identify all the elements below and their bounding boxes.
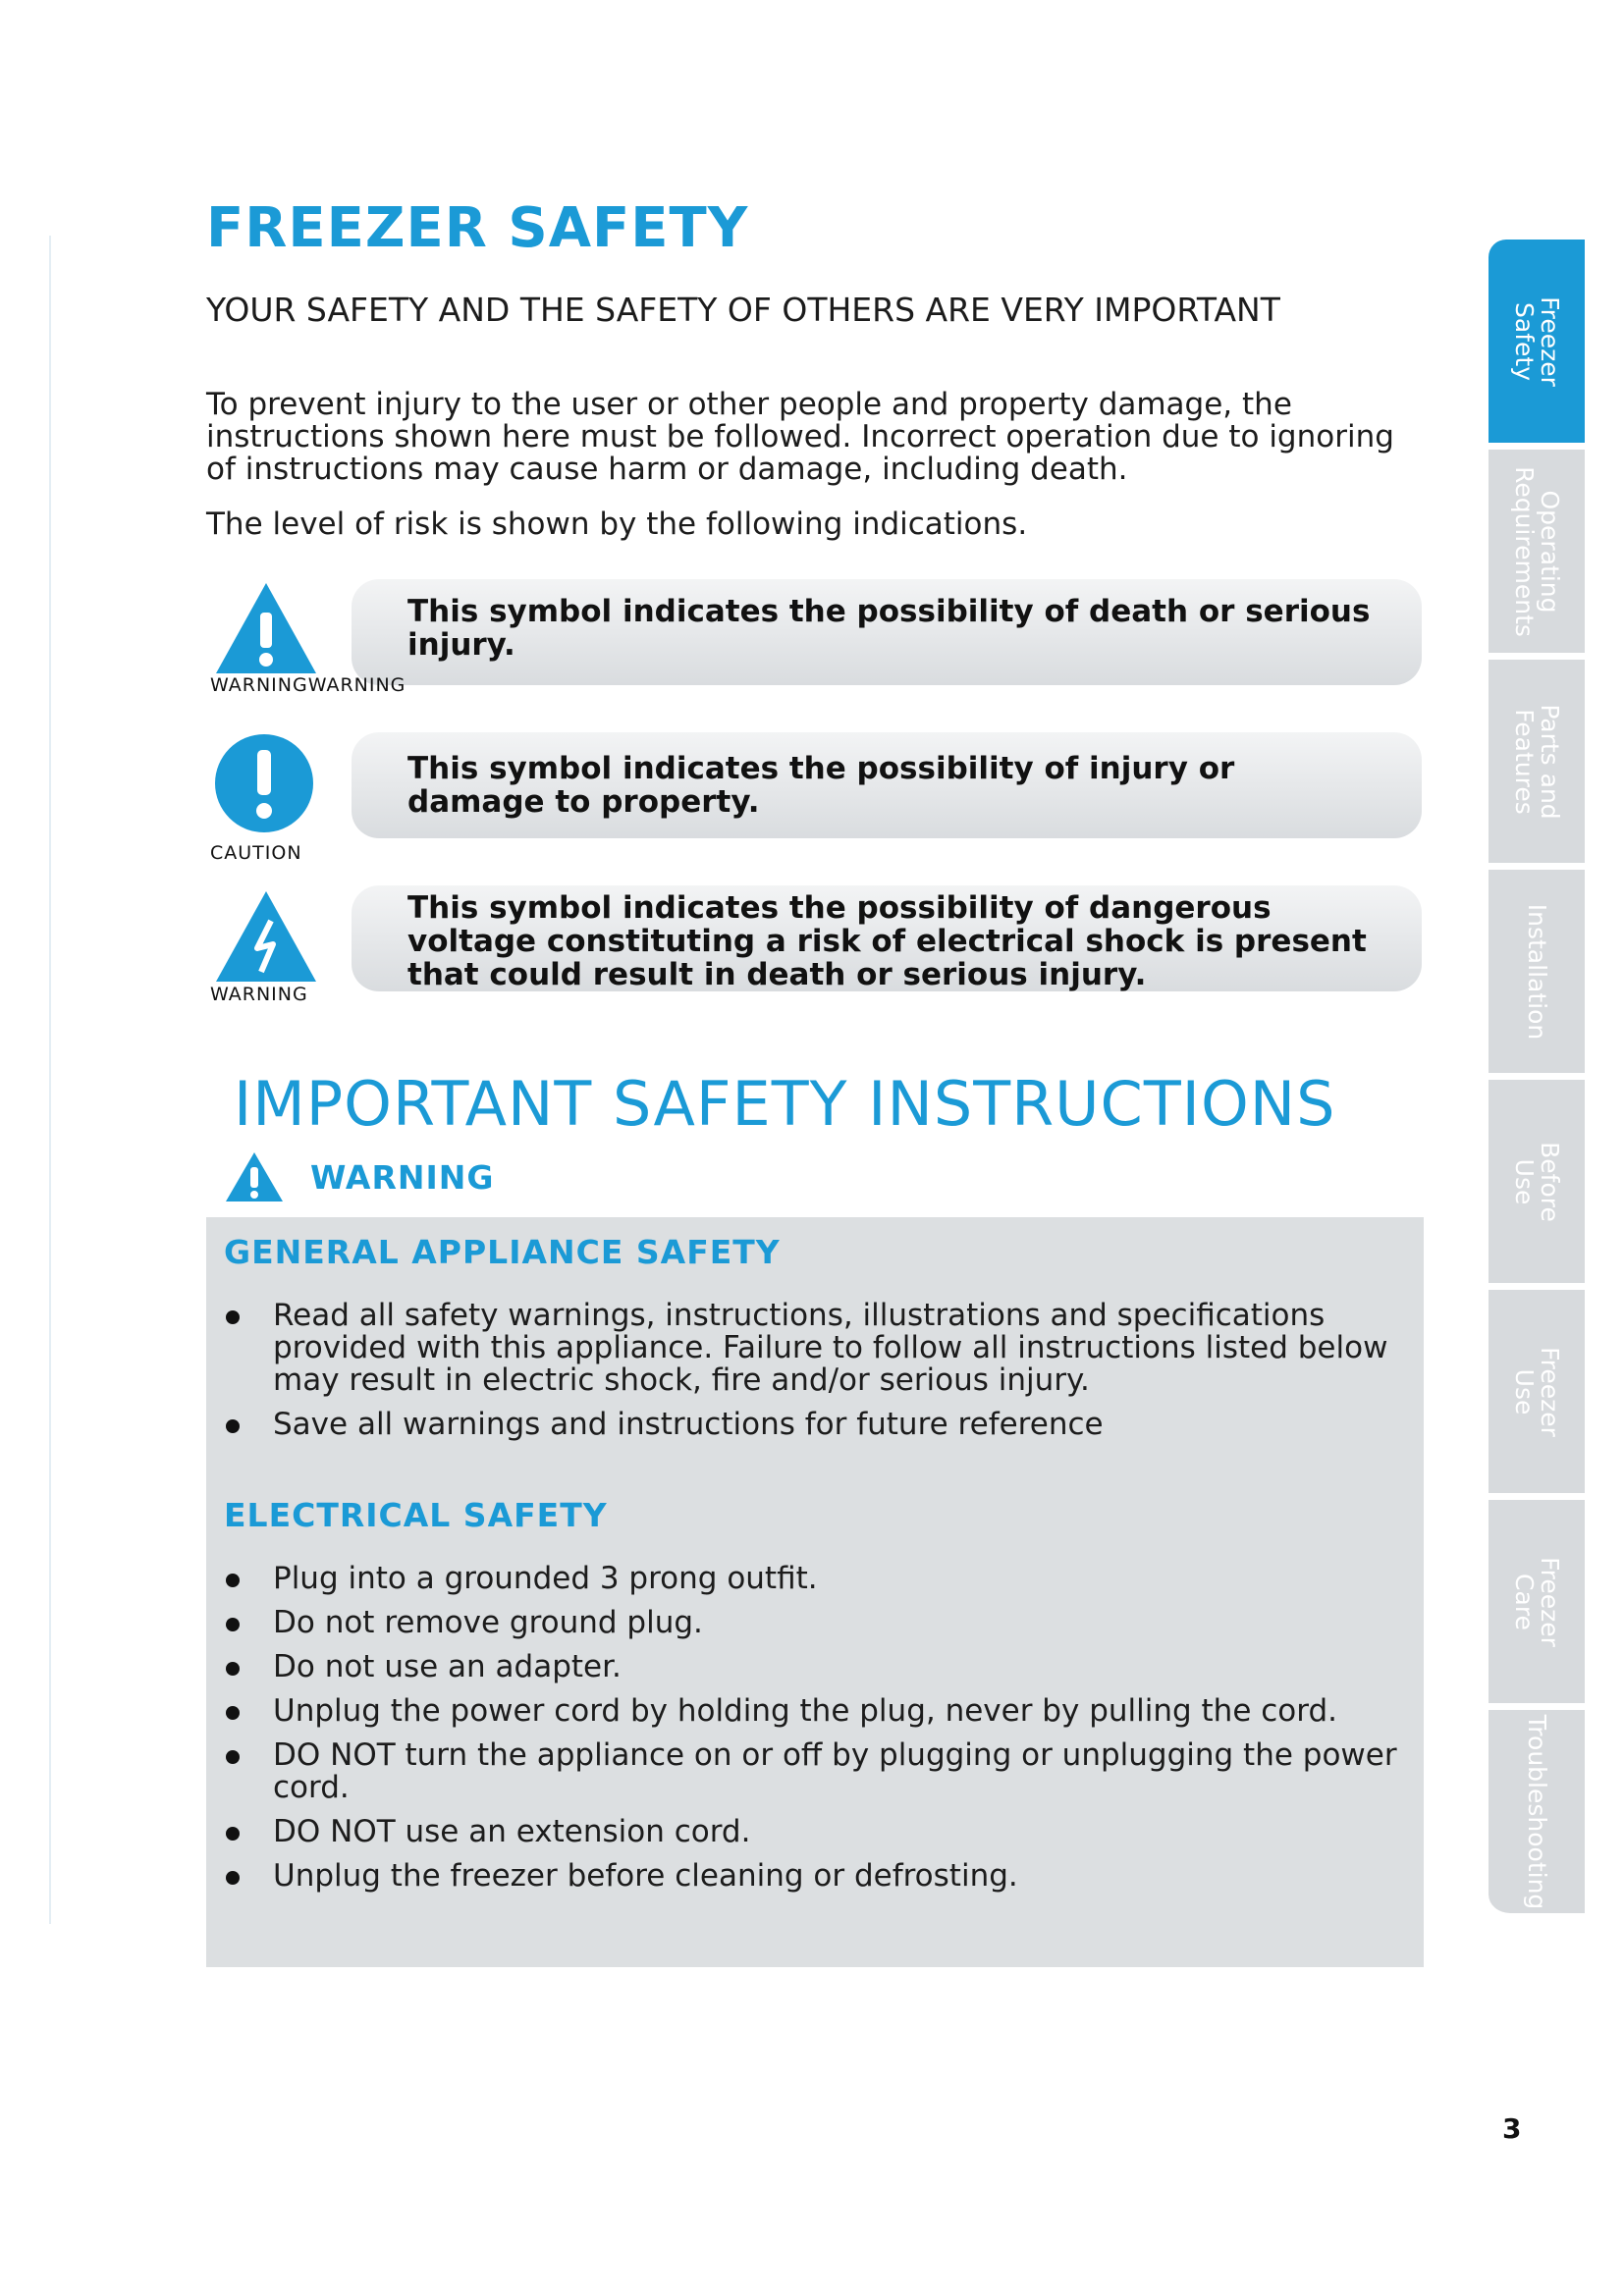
warning-label: WARNING: [310, 1158, 495, 1197]
tab-label: Parts and Features: [1510, 703, 1564, 820]
list-item: [206, 1607, 1404, 1639]
tab-operating-requirements[interactable]: [1489, 450, 1585, 656]
tab-troubleshooting[interactable]: [1489, 1710, 1585, 1916]
symbol-description: This symbol indicates the possibility of dangerous voltage constituting a risk of electrical shock is present that could result in death or serious injury.: [407, 890, 1367, 992]
symbol-description: This symbol indicates the possibility of injury or damage to property.: [407, 751, 1235, 820]
list-item: [206, 1739, 1404, 1804]
symbol-label: WARNINGWARNING: [210, 674, 406, 696]
list-item-text: DO NOT use an extension cord.: [273, 1814, 751, 1849]
bullet-icon: [226, 1750, 240, 1764]
bullet-icon: [226, 1871, 240, 1885]
tab-label: Before Use: [1510, 1141, 1564, 1222]
tab-freezer-safety[interactable]: [1489, 240, 1585, 446]
list-item-text: Save all warnings and instructions for future reference: [273, 1407, 1104, 1442]
symbol-description: This symbol indicates the possibility of death or serious injury.: [407, 594, 1371, 663]
list-item: [206, 1563, 1404, 1595]
list-item-text: Plug into a grounded 3 prong outfit.: [273, 1561, 818, 1596]
symbol-label: CAUTION: [210, 842, 302, 864]
electrical-safety-title: ELECTRICAL SAFETY: [224, 1496, 608, 1534]
list-item-text: Unplug the freezer before cleaning or defrosting.: [273, 1858, 1018, 1894]
warning-triangle-icon: [212, 579, 320, 677]
page-number: 3: [1502, 2112, 1522, 2145]
list-item: [206, 1816, 1404, 1848]
symbol-label: WARNING: [210, 984, 308, 1005]
caution-circle-icon: [210, 734, 318, 832]
list-item: [206, 1860, 1404, 1893]
tab-parts-and-features[interactable]: [1489, 660, 1585, 866]
safety-instructions-box: [206, 1217, 1424, 1967]
tab-label: Freezer Care: [1510, 1556, 1564, 1647]
list-item-text: Unplug the power cord by holding the plug, never by pulling the cord.: [273, 1693, 1338, 1729]
bullet-icon: [226, 1662, 240, 1676]
instructions-heading: IMPORTANT SAFETY INSTRUCTIONS: [234, 1068, 1336, 1140]
tab-installation[interactable]: [1489, 870, 1585, 1076]
list-item-text: Read all safety warnings, instructions, illustrations and specifications provided with this appliance. Failure to follow all instructions listed below may result in electric shock, fire and/or serious injury.: [273, 1298, 1388, 1398]
tab-label: Operating Requirements: [1510, 465, 1564, 637]
list-item: [206, 1409, 1404, 1441]
tab-freezer-use[interactable]: [1489, 1290, 1585, 1496]
symbol-row-warning: [206, 579, 1424, 697]
electrical-safety-list: [206, 1563, 1404, 1904]
bullet-icon: [226, 1618, 240, 1631]
list-item: [206, 1300, 1404, 1397]
list-item: [206, 1695, 1404, 1728]
tab-label: Installation: [1523, 903, 1551, 1040]
symbol-row-shock: [206, 885, 1424, 1003]
list-item-text: Do not remove ground plug.: [273, 1605, 703, 1640]
page-subtitle: YOUR SAFETY AND THE SAFETY OF OTHERS ARE VERY IMPORTANT: [206, 291, 1280, 329]
general-safety-list: [206, 1300, 1404, 1453]
bullet-icon: [226, 1310, 240, 1324]
bullet-icon: [226, 1706, 240, 1720]
page-title: FREEZER SAFETY: [206, 196, 749, 260]
left-margin-rule: [49, 236, 51, 1924]
risk-level-text: The level of risk is shown by the following indications.: [206, 507, 1028, 542]
electric-shock-triangle-icon: [212, 887, 320, 986]
general-safety-title: GENERAL APPLIANCE SAFETY: [224, 1233, 781, 1271]
bullet-icon: [226, 1827, 240, 1841]
tab-label: Freezer Use: [1510, 1346, 1564, 1437]
list-item: [206, 1651, 1404, 1683]
intro-paragraph: To prevent injury to the user or other people and property damage, the instructions shown here must be followed. Incorrect operation due to ignoring of instructions may cause harm or damage, including death.: [206, 387, 1394, 487]
bullet-icon: [226, 1574, 240, 1587]
bullet-icon: [226, 1419, 240, 1433]
list-item-text: DO NOT turn the appliance on or off by plugging or unplugging the power cord.: [273, 1737, 1397, 1805]
warning-triangle-icon: [224, 1150, 285, 1203]
tab-label: Freezer Safety: [1510, 295, 1564, 387]
symbol-row-caution: [206, 732, 1424, 864]
list-item-text: Do not use an adapter.: [273, 1649, 622, 1684]
tab-label: Troubleshooting: [1523, 1714, 1551, 1909]
tab-before-use[interactable]: [1489, 1080, 1585, 1286]
tab-freezer-care[interactable]: [1489, 1500, 1585, 1706]
